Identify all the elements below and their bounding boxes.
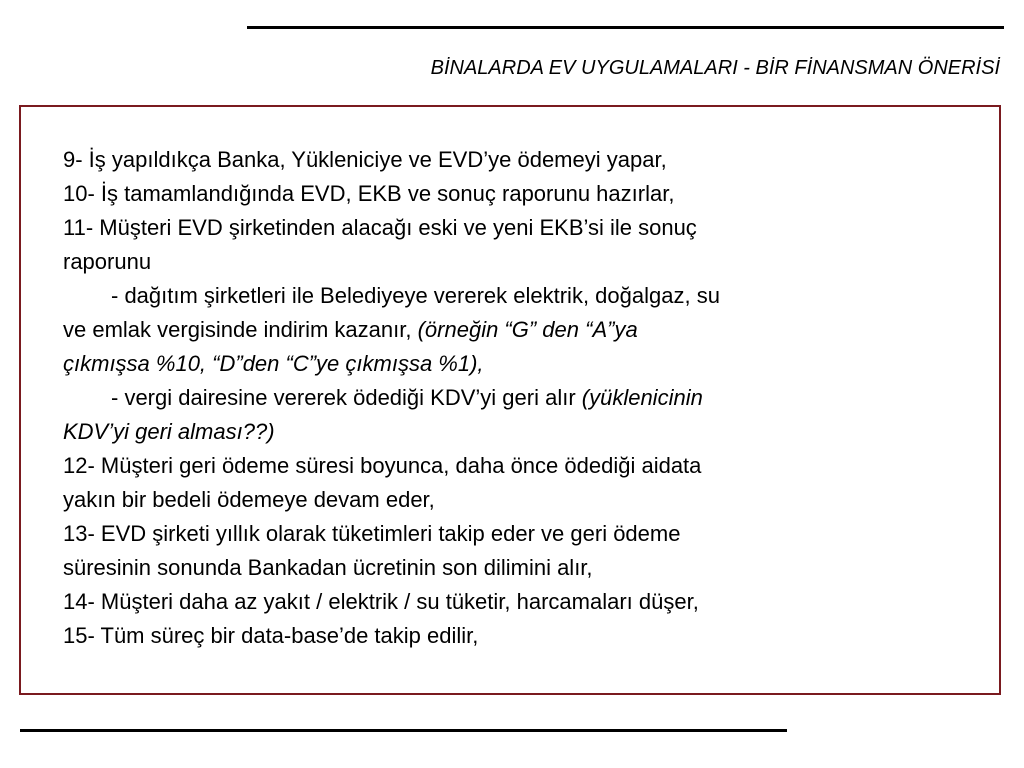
top-rule xyxy=(247,26,1004,29)
tax-refund-text: - vergi dairesine vererek ödediği KDV’yi geri alır xyxy=(111,385,582,410)
list-item-13-cont: süresinin sonunda Bankadan ücretinin son dilimini alır, xyxy=(63,555,593,580)
sub-item-tax-office xyxy=(63,381,923,415)
bottom-rule xyxy=(20,729,787,732)
sub-item-distribution: - dağıtım şirketleri ile Belediyeye vererek elektrik, doğalgaz, su xyxy=(111,283,720,308)
example-note-cont: çıkmışsa %10, “D”den “C”ye çıkmışsa %1), xyxy=(63,351,484,376)
list-item-11-cont: raporunu xyxy=(63,249,152,274)
sub-item-distribution-cont xyxy=(63,313,923,347)
slide-title: BİNALARDA EV UYGULAMALARI - BİR FİNANSMAN ÖNERİSİ xyxy=(430,57,1000,79)
list-item-12: 12- Müşteri geri ödeme süresi boyunca, daha önce ödediği aidata xyxy=(63,453,702,478)
list-item-14: 14- Müşteri daha az yakıt / elektrik / su tüketir, harcamaları düşer, xyxy=(63,589,699,614)
list-item-12-cont: yakın bir bedeli ödemeye devam eder, xyxy=(63,487,435,512)
list-item-15: 15- Tüm süreç bir data-base’de takip edilir, xyxy=(63,623,479,648)
example-note: (örneğin “G” den “A”ya xyxy=(417,317,638,342)
list-item-11: 11- Müşteri EVD şirketinden alacağı eski ve yeni EKB’si ile sonuç xyxy=(63,215,697,240)
contractor-note-cont: KDV’yi geri alması??) xyxy=(63,419,275,444)
discount-text: ve emlak vergisinde indirim kazanır, xyxy=(63,317,418,342)
body-text xyxy=(63,143,923,653)
list-item-13: 13- EVD şirketi yıllık olarak tüketimleri takip eder ve geri ödeme xyxy=(63,521,681,546)
contractor-note: (yüklenicinin xyxy=(581,385,703,410)
content-box xyxy=(19,105,1001,695)
list-item-10: 10- İş tamamlandığında EVD, EKB ve sonuç raporunu hazırlar, xyxy=(63,181,675,206)
list-item-9: 9- İş yapıldıkça Banka, Yükleniciye ve EVD’ye ödemeyi yapar, xyxy=(63,147,667,172)
